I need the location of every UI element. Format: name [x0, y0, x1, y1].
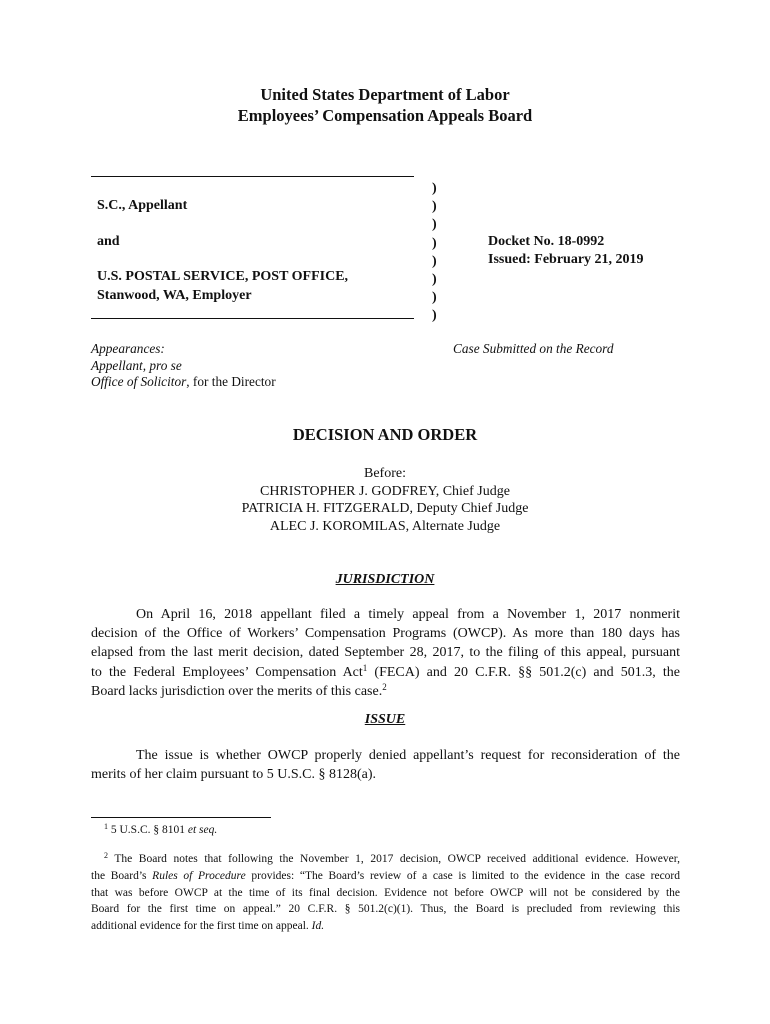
issue-paragraph: The issue is whether OWCP properly denied appellant’s request for reconsideration of the merits of her claim pursuant to 5 U.S.C. § 8128(a).	[91, 748, 680, 783]
judge-deputy: PATRICIA H. FITZGERALD, Deputy Chief Judge	[241, 501, 529, 516]
jurisdiction-heading: JURISDICTION	[335, 572, 435, 587]
appellant-appearance: Appellant, pro se	[91, 358, 182, 373]
footnote-2: $^2$ The Board notes that following the November 1, 2017 decision, OWCP received additional evidence. However, the Board’s Rules of Procedure provides: “The Board’s review of a case is limited to the evidence in the case record that was before OWCP at the time of its final decision. Evidence not before OWCP will not be considered by the Board for the first time on appeal.” 20 C.F.R. § 501.2(c)(1). Thus, the Board is precluded from reviewing this additional evidence for the first time on appeal. Id.	[91, 851, 681, 933]
footnote-ref-1: 1	[362, 662, 368, 673]
appellant-name: S.C., Appellant	[97, 198, 188, 213]
agency-title: United States Department of Labor	[260, 85, 510, 104]
appearances-label: Appearances:	[91, 341, 165, 356]
docket-number: Docket No. 18-0992	[488, 234, 605, 249]
footnote-ref-2: 2	[382, 681, 387, 692]
caption-and: and	[97, 234, 120, 249]
issue-heading: ISSUE	[364, 712, 406, 727]
employer-line-2: Stanwood, WA, Employer	[97, 288, 252, 303]
jurisdiction-paragraph: On April 16, 2018 appellant filed a timely appeal from a November 1, 2017 nonmerit decision of the Office of Workers’ Compensation Programs (OWCP). As more than 180 days has elapsed from the last merit decision, dated September 28, 2017, to the filing of this appeal, pursuant to the Federal Employees’ Compensation Act$^1$ (FECA) and 20 C.F.R. §§ 501.2(c) and 501.3, the Board lacks jurisdiction over the merits of this case.$^2$	[91, 607, 680, 699]
footnote-separator	[91, 817, 271, 818]
submitted-on-record: Case Submitted on the Record	[453, 341, 614, 356]
employer-line-1: U.S. POSTAL SERVICE, POST OFFICE,	[97, 269, 349, 284]
footnote-1: $^1$ 5 U.S.C. § 8101 et seq.	[104, 822, 218, 836]
judge-chief: CHRISTOPHER J. GODFREY, Chief Judge	[260, 484, 510, 499]
judge-alternate: ALEC J. KOROMILAS, Alternate Judge	[269, 519, 501, 534]
issued-date: Issued: February 21, 2019	[488, 252, 644, 267]
before-label: Before:	[364, 466, 406, 481]
caption-top-rule	[91, 176, 414, 177]
board-title: Employees’ Compensation Appeals Board	[237, 106, 533, 125]
decision-title: DECISION AND ORDER	[292, 425, 478, 444]
caption-bottom-rule	[91, 318, 414, 319]
caption-parentheses: ) ) ) ) ) ) ) )	[432, 181, 437, 324]
solicitor-appearance: Office of Solicitor, for the Director	[91, 374, 276, 389]
